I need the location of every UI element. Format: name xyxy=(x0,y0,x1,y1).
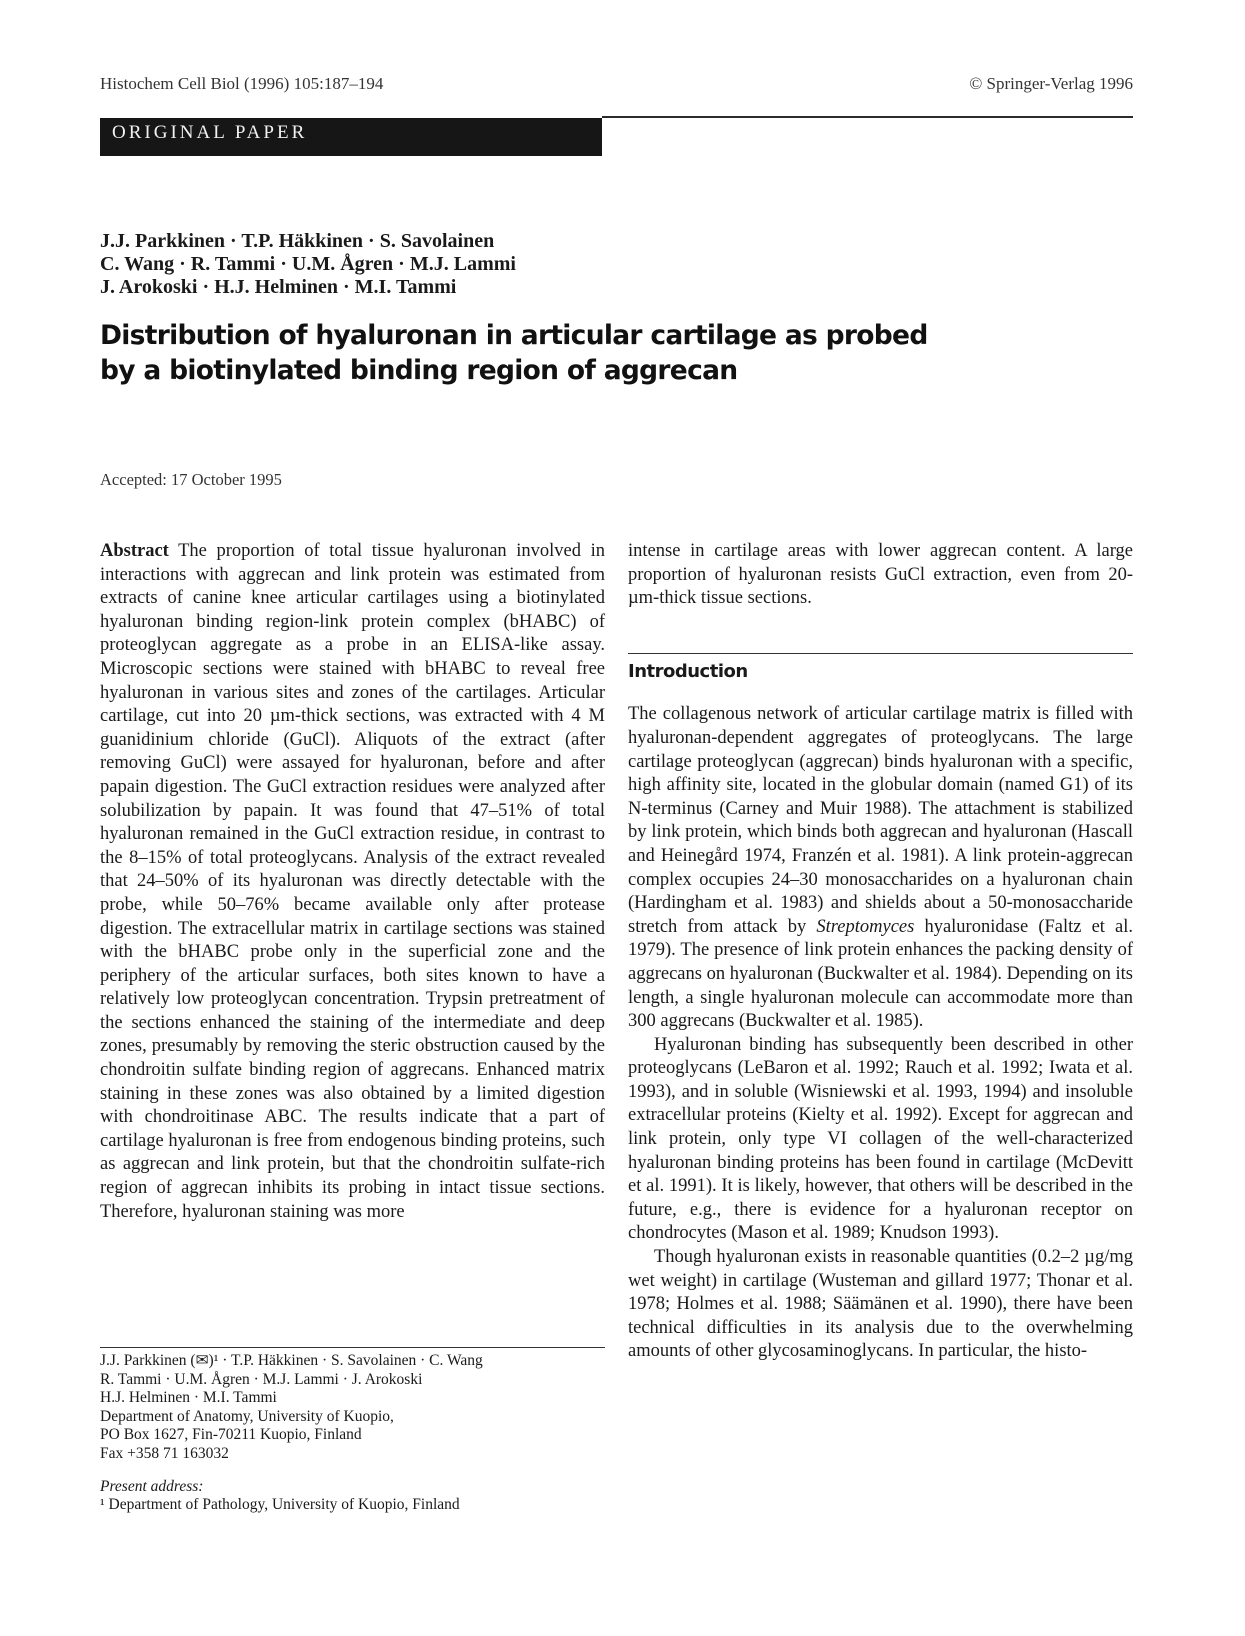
article-type-banner: ORIGINAL PAPER xyxy=(100,118,602,156)
footnote-rule xyxy=(100,1347,605,1348)
footnote-line: Fax +358 71 163032 xyxy=(100,1444,229,1462)
abstract-label: Abstract xyxy=(100,541,169,561)
footnote-line: Department of Anatomy, University of Kuopio, xyxy=(100,1407,394,1425)
abstract-text: The proportion of total tissue hyaluronan involved in interactions with aggrecan and link protein was estimated from extracts of canine knee articular cartilages using a biotinylated hyaluronan binding region-link protein complex (bHABC) of proteoglycan aggregate as a probe in an ELISA-like assay. Microscopic sections were stained with bHABC to reveal free hyaluronan in various sites and zones of the cartilages. Articular cartilage, cut into 20 µm-thick sections, was extracted with 4 M guanidinium chloride (GuCl). Aliquots of the extract (after removing GuCl) were assayed for hyaluronan, before and after papain digestion. The GuCl extraction residues were analyzed after solubilization by papain. It was found that 47–51% of total hyaluronan remained in the GuCl extraction residue, in contrast to the 8–15% of total proteoglycans. Analysis of the extract revealed that 24–50% of its hyaluronan was directly detectable with the probe, while 50–76% became available only after protease digestion. The extracellular matrix in cartilage sections was stained with the bHABC probe only in the superficial zone and the periphery of the articular surfaces, both sites known to have a relatively low proteoglycan concentration. Trypsin pretreatment of the sections enhanced the staining of the intermediate and deep zones, presumably by removing the steric obstruction caused by the chondroitin sulfate binding region of aggrecans. Enhanced matrix staining in these zones was also obtained by a limited digestion with chondroitinase ABC. The results indicate that a part of cartilage hyaluronan is free from endogenous binding proteins, such as aggrecan and link protein, but that the chondroitin sulfate-rich region of aggrecan inhibits its probing in intact tissue sections. Therefore, hyaluronan staining was more xyxy=(100,541,605,1222)
introduction-heading: Introduction xyxy=(628,660,748,682)
author-list xyxy=(100,230,516,299)
author-line: J. Arokoski · H.J. Helminen · M.I. Tammi xyxy=(100,276,457,298)
intro-p1-text-b: hyaluronidase (Faltz et al. 1979). The presence of link protein enhances the packing density of aggrecans on hyaluronan (Buckwalter et al. 1984). Depending on its length, a single hyaluronan molecule can accommodate more than 300 aggrecans (Buckwalter et al. 1985). xyxy=(628,916,1134,1032)
affiliation-footnote xyxy=(100,1352,605,1515)
intro-p1-italic: Streptomyces xyxy=(816,916,915,937)
section-rule xyxy=(628,653,1133,654)
intro-paragraph-3: Though hyaluronan exists in reasonable quantities (0.2–2 µg/mg wet weight) in cartilage (Wusteman and gillard 1977; Thonar et al. 1978; Holmes et al. 1988; Säämänen et al. 1990), there have been technical difficulties in its analysis due to the overwhelming amounts of other glycosaminoglycans. In particular, the histo- xyxy=(628,1247,1133,1362)
accepted-date: Accepted: 17 October 1995 xyxy=(100,470,282,489)
title-line: by a biotinylated binding region of aggrecan xyxy=(100,355,738,386)
abstract-paragraph xyxy=(100,540,605,1224)
copyright-notice: © Springer-Verlag 1996 xyxy=(969,74,1133,93)
journal-citation: Histochem Cell Biol (1996) 105:187–194 xyxy=(100,74,384,93)
right-column xyxy=(628,540,1133,1364)
footnote-line: H.J. Helminen · M.I. Tammi xyxy=(100,1389,277,1407)
title-line: Distribution of hyaluronan in articular cartilage as probed xyxy=(100,320,928,351)
intro-paragraph-1 xyxy=(628,703,1133,1033)
intro-paragraph-2: Hyaluronan binding has subsequently been described in other proteoglycans (LeBaron et al. 1992; Rauch et al. 1992; Iwata et al. 1993), and in soluble (Wisniewski et al. 1993, 1994) and insoluble extracellular proteins (Kielty et al. 1992). Except for aggrecan and link protein, only type VI collagen of the well-characterized hyaluronan binding proteins has been found in cartilage (McDevitt et al. 1991). It is likely, however, that others will be described in the future, e.g., there is evidence for a hyaluronan receptor on chondrocytes (Mason et al. 1989; Knudson 1993). xyxy=(628,1034,1133,1244)
footnote-line: R. Tammi · U.M. Ågren · M.J. Lammi · J. Arokoski xyxy=(100,1370,423,1388)
abstract-continuation: intense in cartilage areas with lower aggrecan content. A large proportion of hyaluronan resists GuCl extraction, even from 20-µm-thick tissue sections. xyxy=(628,541,1133,609)
header-rule xyxy=(602,116,1133,118)
author-line: J.J. Parkkinen · T.P. Häkkinen · S. Savolainen xyxy=(100,230,495,252)
left-column xyxy=(100,540,605,1224)
present-address-label: Present address: xyxy=(100,1477,204,1495)
present-address: ¹ Department of Pathology, University of Kuopio, Finland xyxy=(100,1496,460,1514)
intro-p1-text-a: The collagenous network of articular cartilage matrix is filled with hyaluronan-dependent aggregates of proteoglycans. The large cartilage proteoglycan (aggrecan) binds hyaluronan with a specific, high affinity site, located in the globular domain (named G1) of its N-terminus (Carney and Muir 1988). The attachment is stabilized by link protein, which binds both aggrecan and hyaluronan (Hascall and Heinegård 1974, Franzén et al. 1981). A link protein-aggrecan complex occupies 24–30 monosaccharides on a hyaluronan chain (Hardingham et al. 1983) and shields about a 50-monosaccharide stretch from attack by xyxy=(628,704,1133,937)
author-line: C. Wang · R. Tammi · U.M. Ågren · M.J. Lammi xyxy=(100,253,516,275)
footnote-line: J.J. Parkkinen (✉)¹ · T.P. Häkkinen · S. Savolainen · C. Wang xyxy=(100,1352,483,1369)
footnote-line: PO Box 1627, Fin-70211 Kuopio, Finland xyxy=(100,1426,362,1444)
article-title xyxy=(100,318,1140,388)
